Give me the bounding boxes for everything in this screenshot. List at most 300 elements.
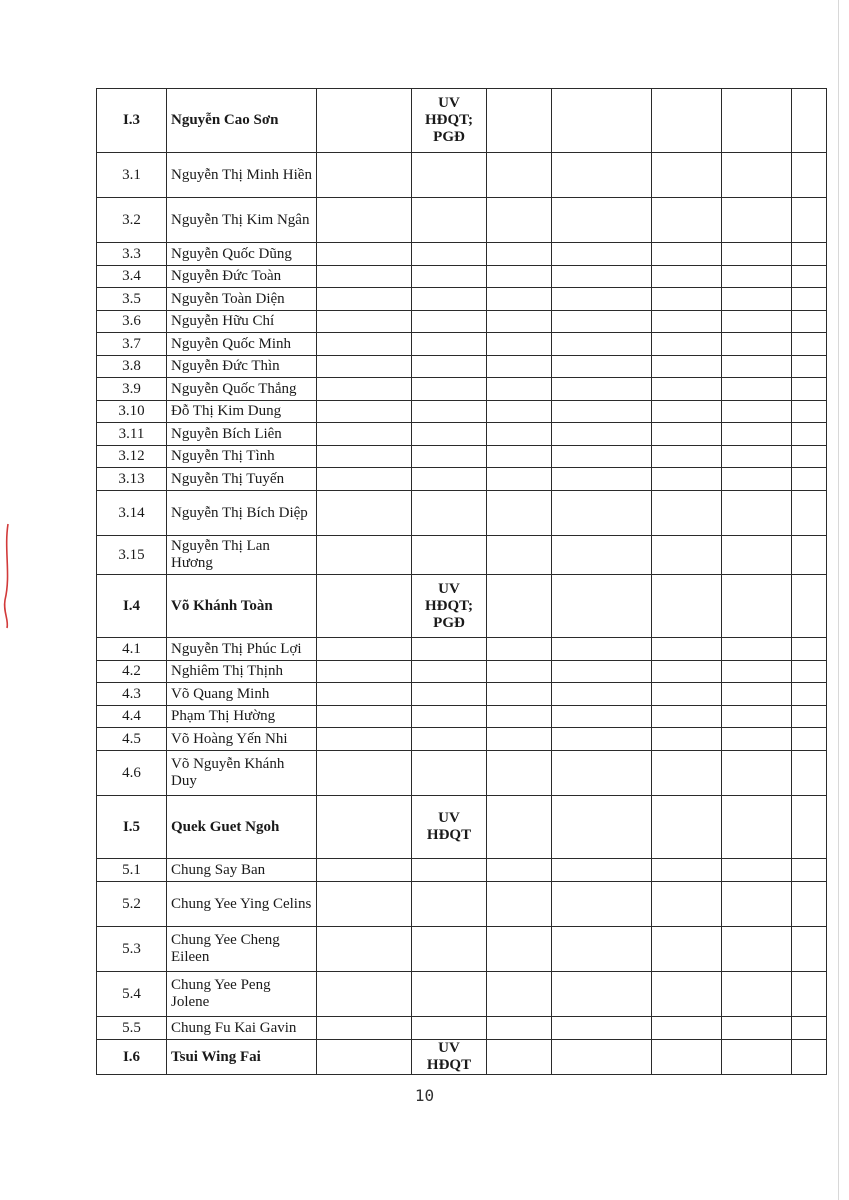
empty-cell bbox=[652, 796, 722, 859]
position-cell bbox=[412, 153, 487, 198]
position-cell bbox=[412, 446, 487, 468]
empty-cell bbox=[652, 153, 722, 198]
row-number: 5.5 bbox=[97, 1017, 167, 1040]
table-row bbox=[97, 446, 827, 468]
position-cell bbox=[412, 266, 487, 288]
empty-cell bbox=[552, 356, 652, 378]
empty-cell bbox=[722, 859, 792, 882]
table-row bbox=[97, 266, 827, 288]
person-name: Nguyễn Thị Lan Hương bbox=[167, 536, 317, 575]
empty-cell bbox=[792, 638, 827, 661]
table-row bbox=[97, 401, 827, 423]
row-number: 3.4 bbox=[97, 266, 167, 288]
empty-cell bbox=[317, 153, 412, 198]
empty-cell bbox=[792, 751, 827, 796]
empty-cell bbox=[552, 638, 652, 661]
empty-cell bbox=[722, 401, 792, 423]
empty-cell bbox=[487, 661, 552, 683]
position-cell bbox=[412, 1017, 487, 1040]
empty-cell bbox=[487, 378, 552, 401]
person-name: Nguyễn Bích Liên bbox=[167, 423, 317, 446]
table-row bbox=[97, 972, 827, 1017]
empty-cell bbox=[792, 882, 827, 927]
empty-cell bbox=[487, 1040, 552, 1075]
table-row bbox=[97, 468, 827, 491]
row-number: 4.2 bbox=[97, 661, 167, 683]
table-row bbox=[97, 751, 827, 796]
empty-cell bbox=[792, 536, 827, 575]
empty-cell bbox=[552, 198, 652, 243]
table-body bbox=[97, 89, 827, 1075]
empty-cell bbox=[652, 468, 722, 491]
empty-cell bbox=[317, 972, 412, 1017]
row-number: 5.3 bbox=[97, 927, 167, 972]
empty-cell bbox=[722, 1017, 792, 1040]
empty-cell bbox=[487, 243, 552, 266]
table-row bbox=[97, 859, 827, 882]
empty-cell bbox=[552, 859, 652, 882]
person-name: Chung Yee Cheng Eileen bbox=[167, 927, 317, 972]
empty-cell bbox=[487, 972, 552, 1017]
position-cell bbox=[412, 333, 487, 356]
empty-cell bbox=[487, 751, 552, 796]
table-row bbox=[97, 153, 827, 198]
person-name: Chung Say Ban bbox=[167, 859, 317, 882]
empty-cell bbox=[792, 575, 827, 638]
empty-cell bbox=[722, 468, 792, 491]
row-number: I.3 bbox=[97, 89, 167, 153]
table-row bbox=[97, 378, 827, 401]
empty-cell bbox=[792, 89, 827, 153]
empty-cell bbox=[487, 153, 552, 198]
empty-cell bbox=[317, 638, 412, 661]
table-row bbox=[97, 288, 827, 311]
empty-cell bbox=[552, 378, 652, 401]
empty-cell bbox=[552, 796, 652, 859]
row-number: 4.4 bbox=[97, 706, 167, 728]
table-row bbox=[97, 356, 827, 378]
row-number: 4.6 bbox=[97, 751, 167, 796]
empty-cell bbox=[652, 423, 722, 446]
empty-cell bbox=[487, 683, 552, 706]
row-number: 3.10 bbox=[97, 401, 167, 423]
position-cell bbox=[412, 882, 487, 927]
table-row bbox=[97, 243, 827, 266]
row-number: I.4 bbox=[97, 575, 167, 638]
person-name: Nguyễn Quốc Minh bbox=[167, 333, 317, 356]
empty-cell bbox=[317, 882, 412, 927]
table-row bbox=[97, 311, 827, 333]
person-name: Nguyễn Thị Minh Hiền bbox=[167, 153, 317, 198]
empty-cell bbox=[792, 491, 827, 536]
empty-cell bbox=[552, 1017, 652, 1040]
person-name: Nguyễn Toàn Diện bbox=[167, 288, 317, 311]
empty-cell bbox=[722, 683, 792, 706]
empty-cell bbox=[552, 927, 652, 972]
position-cell bbox=[412, 356, 487, 378]
position-cell: UV HĐQT; PGĐ bbox=[412, 575, 487, 638]
empty-cell bbox=[552, 972, 652, 1017]
empty-cell bbox=[317, 728, 412, 751]
empty-cell bbox=[652, 536, 722, 575]
person-name: Nguyễn Quốc Dũng bbox=[167, 243, 317, 266]
table-row bbox=[97, 575, 827, 638]
row-number: 3.1 bbox=[97, 153, 167, 198]
empty-cell bbox=[552, 882, 652, 927]
position-cell bbox=[412, 972, 487, 1017]
empty-cell bbox=[317, 356, 412, 378]
empty-cell bbox=[792, 401, 827, 423]
empty-cell bbox=[652, 972, 722, 1017]
person-name: Quek Guet Ngoh bbox=[167, 796, 317, 859]
row-number: I.6 bbox=[97, 1040, 167, 1075]
empty-cell bbox=[652, 638, 722, 661]
empty-cell bbox=[792, 266, 827, 288]
empty-cell bbox=[792, 378, 827, 401]
empty-cell bbox=[652, 89, 722, 153]
empty-cell bbox=[552, 423, 652, 446]
row-number: 3.7 bbox=[97, 333, 167, 356]
empty-cell bbox=[722, 378, 792, 401]
empty-cell bbox=[552, 89, 652, 153]
position-cell bbox=[412, 683, 487, 706]
position-cell bbox=[412, 927, 487, 972]
empty-cell bbox=[792, 243, 827, 266]
empty-cell bbox=[722, 288, 792, 311]
person-name: Nguyễn Thị Tuyến bbox=[167, 468, 317, 491]
empty-cell bbox=[792, 728, 827, 751]
person-name: Nguyễn Đức Thìn bbox=[167, 356, 317, 378]
empty-cell bbox=[317, 401, 412, 423]
empty-cell bbox=[487, 859, 552, 882]
row-number: 4.5 bbox=[97, 728, 167, 751]
empty-cell bbox=[652, 882, 722, 927]
empty-cell bbox=[317, 1017, 412, 1040]
table-row bbox=[97, 661, 827, 683]
empty-cell bbox=[317, 751, 412, 796]
empty-cell bbox=[722, 198, 792, 243]
row-number: 3.15 bbox=[97, 536, 167, 575]
empty-cell bbox=[722, 882, 792, 927]
empty-cell bbox=[792, 198, 827, 243]
table-row bbox=[97, 333, 827, 356]
empty-cell bbox=[652, 266, 722, 288]
empty-cell bbox=[722, 89, 792, 153]
empty-cell bbox=[487, 706, 552, 728]
empty-cell bbox=[317, 89, 412, 153]
empty-cell bbox=[487, 446, 552, 468]
empty-cell bbox=[487, 266, 552, 288]
position-cell bbox=[412, 311, 487, 333]
empty-cell bbox=[722, 153, 792, 198]
person-name: Chung Yee Peng Jolene bbox=[167, 972, 317, 1017]
row-number: 3.12 bbox=[97, 446, 167, 468]
empty-cell bbox=[792, 446, 827, 468]
row-number: I.5 bbox=[97, 796, 167, 859]
empty-cell bbox=[792, 468, 827, 491]
empty-cell bbox=[652, 1040, 722, 1075]
empty-cell bbox=[487, 575, 552, 638]
empty-cell bbox=[722, 356, 792, 378]
empty-cell bbox=[552, 706, 652, 728]
empty-cell bbox=[317, 859, 412, 882]
empty-cell bbox=[487, 423, 552, 446]
empty-cell bbox=[792, 153, 827, 198]
empty-cell bbox=[652, 728, 722, 751]
empty-cell bbox=[652, 311, 722, 333]
empty-cell bbox=[792, 706, 827, 728]
row-number: 3.8 bbox=[97, 356, 167, 378]
empty-cell bbox=[487, 468, 552, 491]
related-persons-table bbox=[96, 88, 827, 1075]
table-row bbox=[97, 927, 827, 972]
empty-cell bbox=[487, 728, 552, 751]
empty-cell bbox=[652, 575, 722, 638]
empty-cell bbox=[317, 311, 412, 333]
empty-cell bbox=[652, 927, 722, 972]
position-cell bbox=[412, 661, 487, 683]
empty-cell bbox=[317, 706, 412, 728]
empty-cell bbox=[317, 266, 412, 288]
empty-cell bbox=[317, 796, 412, 859]
empty-cell bbox=[652, 243, 722, 266]
row-number: 3.5 bbox=[97, 288, 167, 311]
table-row bbox=[97, 706, 827, 728]
empty-cell bbox=[722, 1040, 792, 1075]
position-cell: UV HĐQT bbox=[412, 796, 487, 859]
empty-cell bbox=[317, 423, 412, 446]
person-name: Tsui Wing Fai bbox=[167, 1040, 317, 1075]
position-cell bbox=[412, 423, 487, 446]
row-number: 3.2 bbox=[97, 198, 167, 243]
position-cell bbox=[412, 378, 487, 401]
empty-cell bbox=[652, 751, 722, 796]
empty-cell bbox=[722, 266, 792, 288]
empty-cell bbox=[552, 288, 652, 311]
empty-cell bbox=[487, 796, 552, 859]
empty-cell bbox=[722, 333, 792, 356]
person-name: Nguyễn Thị Tình bbox=[167, 446, 317, 468]
person-name: Phạm Thị Hường bbox=[167, 706, 317, 728]
empty-cell bbox=[317, 1040, 412, 1075]
empty-cell bbox=[722, 311, 792, 333]
empty-cell bbox=[792, 683, 827, 706]
empty-cell bbox=[722, 243, 792, 266]
empty-cell bbox=[487, 1017, 552, 1040]
row-number: 3.13 bbox=[97, 468, 167, 491]
table-row bbox=[97, 89, 827, 153]
person-name: Nguyễn Hữu Chí bbox=[167, 311, 317, 333]
person-name: Võ Quang Minh bbox=[167, 683, 317, 706]
table-row bbox=[97, 796, 827, 859]
empty-cell bbox=[552, 153, 652, 198]
empty-cell bbox=[552, 401, 652, 423]
empty-cell bbox=[552, 446, 652, 468]
empty-cell bbox=[652, 333, 722, 356]
person-name: Võ Nguyễn Khánh Duy bbox=[167, 751, 317, 796]
empty-cell bbox=[487, 198, 552, 243]
table-row bbox=[97, 536, 827, 575]
empty-cell bbox=[552, 575, 652, 638]
empty-cell bbox=[652, 1017, 722, 1040]
empty-cell bbox=[652, 683, 722, 706]
empty-cell bbox=[792, 356, 827, 378]
position-cell bbox=[412, 198, 487, 243]
position-cell: UV HĐQT bbox=[412, 1040, 487, 1075]
empty-cell bbox=[792, 661, 827, 683]
row-number: 3.14 bbox=[97, 491, 167, 536]
position-cell bbox=[412, 243, 487, 266]
empty-cell bbox=[652, 446, 722, 468]
row-number: 3.9 bbox=[97, 378, 167, 401]
position-cell bbox=[412, 751, 487, 796]
empty-cell bbox=[792, 333, 827, 356]
red-stamp-fragment bbox=[2, 520, 12, 630]
empty-cell bbox=[317, 536, 412, 575]
position-cell bbox=[412, 288, 487, 311]
empty-cell bbox=[722, 927, 792, 972]
empty-cell bbox=[652, 198, 722, 243]
row-number: 3.6 bbox=[97, 311, 167, 333]
position-cell bbox=[412, 536, 487, 575]
empty-cell bbox=[652, 288, 722, 311]
table-row bbox=[97, 198, 827, 243]
empty-cell bbox=[552, 468, 652, 491]
person-name: Đỗ Thị Kim Dung bbox=[167, 401, 317, 423]
empty-cell bbox=[317, 491, 412, 536]
empty-cell bbox=[722, 491, 792, 536]
empty-cell bbox=[552, 683, 652, 706]
empty-cell bbox=[722, 796, 792, 859]
empty-cell bbox=[552, 751, 652, 796]
empty-cell bbox=[652, 706, 722, 728]
empty-cell bbox=[487, 638, 552, 661]
empty-cell bbox=[792, 1017, 827, 1040]
table-row bbox=[97, 491, 827, 536]
empty-cell bbox=[552, 661, 652, 683]
empty-cell bbox=[317, 198, 412, 243]
empty-cell bbox=[317, 683, 412, 706]
person-name: Nghiêm Thị Thịnh bbox=[167, 661, 317, 683]
empty-cell bbox=[487, 356, 552, 378]
position-cell bbox=[412, 638, 487, 661]
empty-cell bbox=[552, 536, 652, 575]
empty-cell bbox=[487, 536, 552, 575]
person-name: Chung Fu Kai Gavin bbox=[167, 1017, 317, 1040]
position-cell: UV HĐQT; PGĐ bbox=[412, 89, 487, 153]
row-number: 5.2 bbox=[97, 882, 167, 927]
table-row bbox=[97, 882, 827, 927]
page-number: 10 bbox=[414, 1086, 435, 1105]
person-name: Nguyễn Quốc Thắng bbox=[167, 378, 317, 401]
empty-cell bbox=[722, 536, 792, 575]
empty-cell bbox=[792, 796, 827, 859]
empty-cell bbox=[792, 972, 827, 1017]
person-name: Nguyễn Thị Bích Diệp bbox=[167, 491, 317, 536]
empty-cell bbox=[652, 859, 722, 882]
row-number: 3.3 bbox=[97, 243, 167, 266]
empty-cell bbox=[652, 378, 722, 401]
empty-cell bbox=[317, 288, 412, 311]
table-row bbox=[97, 683, 827, 706]
empty-cell bbox=[792, 927, 827, 972]
empty-cell bbox=[722, 446, 792, 468]
person-name: Nguyễn Cao Sơn bbox=[167, 89, 317, 153]
empty-cell bbox=[487, 927, 552, 972]
empty-cell bbox=[652, 356, 722, 378]
empty-cell bbox=[317, 927, 412, 972]
scan-edge-line bbox=[838, 0, 839, 1200]
empty-cell bbox=[722, 638, 792, 661]
row-number: 5.1 bbox=[97, 859, 167, 882]
empty-cell bbox=[317, 446, 412, 468]
person-name: Võ Khánh Toàn bbox=[167, 575, 317, 638]
empty-cell bbox=[722, 972, 792, 1017]
empty-cell bbox=[317, 468, 412, 491]
table-row bbox=[97, 728, 827, 751]
empty-cell bbox=[792, 859, 827, 882]
position-cell bbox=[412, 401, 487, 423]
empty-cell bbox=[552, 311, 652, 333]
empty-cell bbox=[652, 661, 722, 683]
empty-cell bbox=[487, 882, 552, 927]
person-name: Nguyễn Thị Phúc Lợi bbox=[167, 638, 317, 661]
position-cell bbox=[412, 491, 487, 536]
empty-cell bbox=[317, 333, 412, 356]
empty-cell bbox=[487, 89, 552, 153]
table-row bbox=[97, 423, 827, 446]
empty-cell bbox=[652, 491, 722, 536]
row-number: 5.4 bbox=[97, 972, 167, 1017]
empty-cell bbox=[487, 491, 552, 536]
empty-cell bbox=[722, 661, 792, 683]
table-row bbox=[97, 1040, 827, 1075]
empty-cell bbox=[792, 288, 827, 311]
empty-cell bbox=[552, 1040, 652, 1075]
row-number: 4.1 bbox=[97, 638, 167, 661]
position-cell bbox=[412, 468, 487, 491]
empty-cell bbox=[552, 333, 652, 356]
empty-cell bbox=[317, 243, 412, 266]
table-row bbox=[97, 638, 827, 661]
person-name: Nguyễn Thị Kim Ngân bbox=[167, 198, 317, 243]
row-number: 4.3 bbox=[97, 683, 167, 706]
empty-cell bbox=[792, 423, 827, 446]
empty-cell bbox=[722, 423, 792, 446]
empty-cell bbox=[317, 575, 412, 638]
empty-cell bbox=[487, 311, 552, 333]
empty-cell bbox=[552, 266, 652, 288]
position-cell bbox=[412, 859, 487, 882]
table-row bbox=[97, 1017, 827, 1040]
empty-cell bbox=[722, 728, 792, 751]
empty-cell bbox=[487, 333, 552, 356]
row-number: 3.11 bbox=[97, 423, 167, 446]
empty-cell bbox=[317, 661, 412, 683]
empty-cell bbox=[552, 728, 652, 751]
empty-cell bbox=[722, 575, 792, 638]
empty-cell bbox=[487, 401, 552, 423]
person-name: Chung Yee Ying Celins bbox=[167, 882, 317, 927]
empty-cell bbox=[552, 243, 652, 266]
position-cell bbox=[412, 728, 487, 751]
empty-cell bbox=[552, 491, 652, 536]
empty-cell bbox=[652, 401, 722, 423]
empty-cell bbox=[487, 288, 552, 311]
empty-cell bbox=[317, 378, 412, 401]
empty-cell bbox=[792, 1040, 827, 1075]
empty-cell bbox=[722, 751, 792, 796]
